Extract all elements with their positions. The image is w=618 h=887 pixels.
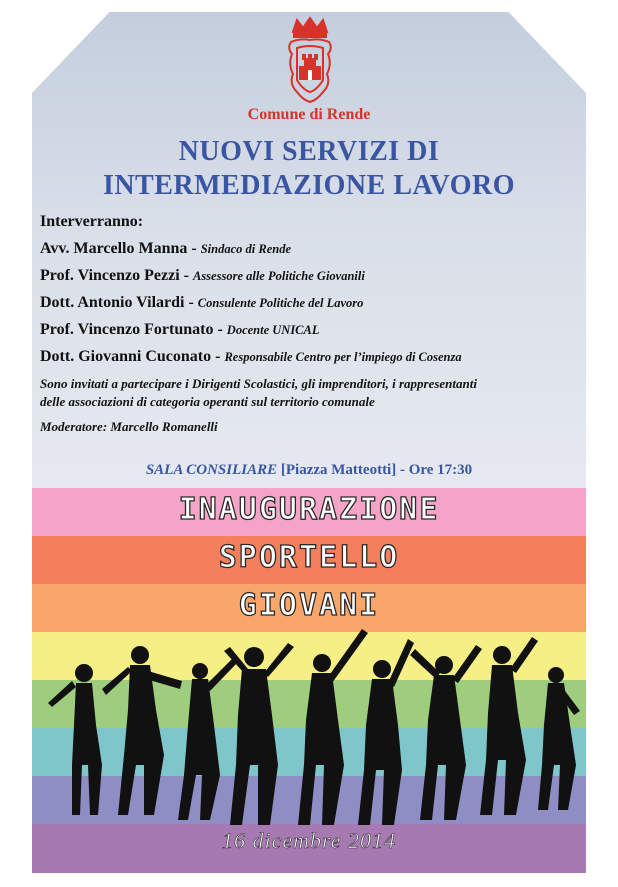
municipality-name: Comune di Rende <box>247 106 371 123</box>
moderator-text: Moderatore: Marcello Romanelli <box>40 419 218 434</box>
city-crest-icon <box>285 14 335 106</box>
dancing-people-silhouettes <box>32 615 586 835</box>
speaker-role: Consulente Politiche del Lavoro <box>197 296 364 310</box>
speaker-role: Assessore alle Politiche Giovanili <box>192 269 365 283</box>
event-location <box>0 462 618 479</box>
speaker-role: Sindaco di Rende <box>200 242 292 256</box>
headline-line1: INAUGURAZIONE <box>178 492 440 527</box>
invitation-line: Sono invitati a partecipare i Dirigenti Scolastici, gli imprenditori, i rappresentanti <box>40 376 477 391</box>
speaker-item <box>40 320 585 340</box>
headline-line2: SPORTELLO <box>218 540 400 575</box>
speaker-role: Responsabile Centro per l’impiego di Cosenza <box>224 350 462 364</box>
invitation-text <box>40 375 585 411</box>
speaker-role: Docente UNICAL <box>226 323 320 337</box>
event-date: 16 dicembre 2014 <box>221 828 397 853</box>
headline-line3: GIOVANI <box>238 588 380 623</box>
speaker-item <box>40 347 585 367</box>
speakers-section <box>40 212 585 435</box>
page-title-line2: INTERMEDIAZIONE LAVORO <box>102 170 516 201</box>
speaker-name: Dott. Antonio Vilardi <box>40 294 185 311</box>
speaker-separator: - <box>211 348 225 365</box>
speaker-separator: - <box>179 267 193 284</box>
speaker-separator: - <box>184 294 198 311</box>
speaker-separator: - <box>213 321 227 338</box>
invitation-line: delle associazioni di categoria operanti sul territorio comunale <box>40 394 375 409</box>
speaker-separator: - <box>187 240 201 257</box>
speaker-item <box>40 239 585 259</box>
page-title-line1: NUOVI SERVIZI DI <box>178 136 440 167</box>
speaker-item <box>40 293 585 313</box>
venue-address-time: [Piazza Matteotti] - Ore 17:30 <box>277 462 473 478</box>
venue-name: SALA CONSILIARE <box>145 462 278 478</box>
speaker-item <box>40 266 585 286</box>
speaker-name: Prof. Vincenzo Fortunato <box>40 321 214 338</box>
speaker-name: Avv. Marcello Manna <box>40 240 188 257</box>
speaker-name: Dott. Giovanni Cuconato <box>40 348 212 365</box>
speakers-intro: Interverranno: <box>40 213 144 230</box>
speaker-name: Prof. Vincenzo Pezzi <box>40 267 180 284</box>
